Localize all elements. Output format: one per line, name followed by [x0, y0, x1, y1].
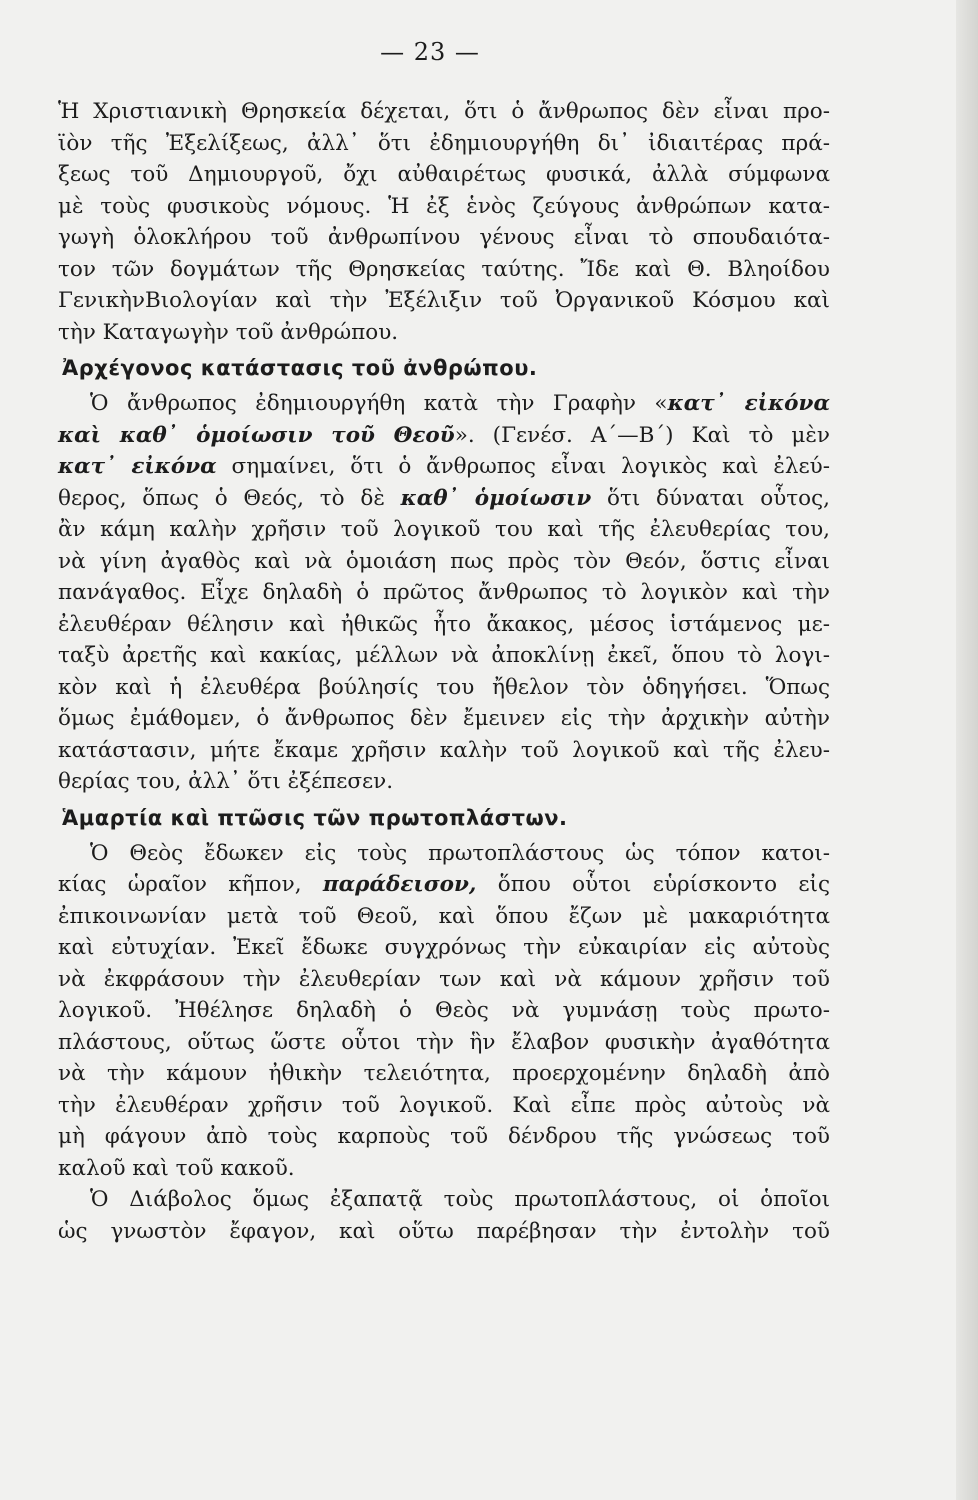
text-line: ὡς γνωστὸν ἔφαγον, καὶ οὕτω παρέβησαν τὴν ἐντολὴν τοῦ: [58, 1218, 830, 1244]
page-number: — 23 —: [380, 38, 480, 66]
text-line: Ὁ Διάβολος ὅμως ἐξαπατᾷ τοὺς πρωτοπλάστους, οἱ ὁποῖοι: [90, 1187, 830, 1212]
text-line: καὶ εὐτυχίαν. Ἐκεῖ ἔδωκε συγχρόνως τὴν εὐκαιρίαν εἰς αὐτοὺς: [58, 935, 830, 960]
text-line: [58, 451, 830, 483]
intro-paragraph: [58, 96, 830, 348]
text-line: ϊὸν τῆς Ἐξελίξεως, ἀλλ᾽ ὅτι ἐδημιουργήθη δι᾽ ἰδιαιτέρας πρά-: [58, 130, 830, 156]
emphasis-run: κατ᾽ εἰκόνα: [667, 391, 830, 416]
text-line: ἐλευθέραν θέλησιν καὶ ἠθικῶς ἦτο ἄκακος, μέσος ἱστάμενος με-: [58, 611, 830, 637]
text-line: τὴν ἐλευθέραν χρῆσιν τοῦ λογικοῦ. Καὶ εἶπε πρὸς αὐτοὺς νὰ: [58, 1092, 830, 1118]
text-line: καλοῦ καὶ τοῦ κακοῦ.: [58, 1155, 295, 1181]
text-line: ξεως τοῦ Δημιουργοῦ, ὄχι αὐθαιρέτως φυσικά, ἀλλὰ σύμφωνα: [58, 162, 830, 187]
text-run: θερος, ὅπως ὁ Θεός, τὸ δὲ: [58, 485, 401, 511]
text-line: Ὁ Θεὸς ἔδωκεν εἰς τοὺς πρωτοπλάστους ὡς τόπον κατοι-: [90, 840, 830, 866]
text-run: σημαίνει, ὅτι ὁ ἄνθρωπος εἶναι λογικὸς καὶ ἐλεύ-: [216, 454, 830, 479]
text-line: [58, 869, 830, 901]
text-line: [58, 483, 830, 515]
text-line: κατάστασιν, μήτε ἔκαμε χρῆσιν καλὴν τοῦ λογικοῦ καὶ τῆς ἐλευ-: [58, 737, 830, 763]
emphasis-run: παράδεισον,: [322, 872, 477, 897]
emphasis-run: καθ᾽ ὁμοίωσιν: [400, 485, 592, 511]
text-line: κὸν καὶ ἡ ἐλευθέρα βούλησίς του ἤθελον τὸν ὁδηγήσει. Ὅπως: [58, 674, 830, 700]
text-line: τὴν Καταγωγὴν τοῦ ἀνθρώπου.: [58, 319, 399, 345]
page-body: [58, 96, 830, 1247]
section-heading-sin-and-fall: Ἁμαρτία καὶ πτῶσις τῶν πρωτοπλάστων.: [62, 805, 568, 830]
text-line: θερίας του, ἀλλ᾽ ὅτι ἐξέπεσεν.: [58, 769, 394, 794]
text-run: κίας ὡραῖον κῆπον,: [58, 872, 323, 897]
page-edge-shadow: [956, 0, 978, 1500]
text-line: ὅμως ἐμάθομεν, ὁ ἄνθρωπος δὲν ἔμεινεν εἰς τὴν ἀρχικὴν αὐτὴν: [58, 706, 830, 731]
emphasis-run: καὶ καθ᾽ ὁμοίωσιν τοῦ Θεοῦ: [58, 422, 455, 448]
text-line: [58, 420, 830, 452]
text-run: ». (Γενέσ. Α´—Β´) Καὶ τὸ μὲν: [454, 422, 831, 448]
text-line: τον τῶν δογμάτων τῆς Θρησκείας ταύτης. Ἴδε καὶ Θ. Βληοίδου: [58, 256, 830, 282]
text-line: μὲ τοὺς φυσικοὺς νόμους. Ἡ ἐξ ἑνὸς ζεύγους ἀνθρώπων κατα-: [58, 193, 830, 219]
text-line: πανάγαθος. Εἶχε δηλαδὴ ὁ πρῶτος ἄνθρωπος τὸ λογικὸν καὶ τὴν: [58, 580, 830, 605]
text-run: ὅτι δύναται οὗτος,: [591, 485, 830, 511]
text-line: πλάστους, οὕτως ὥστε οὗτοι τὴν ἣν ἔλαβον φυσικὴν ἀγαθότητα: [58, 1029, 830, 1055]
text-line: ἐπικοινωνίαν μετὰ τοῦ Θεοῦ, καὶ ὅπου ἔζων μὲ μακαριότητα: [58, 903, 830, 929]
text-line: [58, 388, 830, 420]
section-sin-and-fall-paragraph-2: [58, 1184, 830, 1247]
text-line: νὰ ἐκφράσουν τὴν ἐλευθερίαν των καὶ νὰ κάμουν χρῆσιν τοῦ: [58, 966, 830, 992]
text-line: νὰ γίνη ἀγαθὸς καὶ νὰ ὁμοιάση πως πρὸς τὸν Θεόν, ὅστις εἶναι: [58, 548, 830, 574]
text-run: ὅπου οὗτοι εὑρίσκοντο εἰς: [476, 872, 830, 897]
section-sin-and-fall-paragraph: [58, 838, 830, 1185]
emphasis-run: κατ᾽ εἰκόνα: [58, 454, 217, 479]
text-line: μὴ φάγουν ἀπὸ τοὺς καρποὺς τοῦ δένδρου τῆς γνώσεως τοῦ: [58, 1124, 830, 1149]
text-line: γωγὴ ὁλοκλήρου τοῦ ἀνθρωπίνου γένους εἶναι τὸ σπουδαιότα-: [58, 225, 830, 250]
text-line: Ἡ Χριστιανικὴ Θρησκεία δέχεται, ὅτι ὁ ἄνθρωπος δὲν εἶναι προ-: [58, 99, 830, 124]
text-line: λογικοῦ. Ἠθέλησε δηλαδὴ ὁ Θεὸς νὰ γυμνάσῃ τοὺς πρωτο-: [58, 998, 830, 1023]
section-original-state-paragraph: [58, 388, 830, 798]
section-heading-original-state: Ἀρχέγονος κατάστασις τοῦ ἀνθρώπου.: [62, 356, 538, 380]
text-line: ταξὺ ἀρετῆς καὶ κακίας, μέλλων νὰ ἀποκλίνῃ ἐκεῖ, ὅπου τὸ λογι-: [58, 643, 830, 668]
text-run: Ὁ ἄνθρωπος ἐδημιουργήθη κατὰ τὴν Γραφὴν «: [90, 391, 668, 416]
text-line: νὰ τὴν κάμουν ἠθικὴν τελειότητα, προερχομένην δηλαδὴ ἀπὸ: [58, 1061, 830, 1086]
text-line: ΓενικὴνΒιολογίαν καὶ τὴν Ἐξέλιξιν τοῦ Ὀργανικοῦ Κόσμου καὶ: [58, 288, 830, 313]
text-line: ἂν κάμη καλὴν χρῆσιν τοῦ λογικοῦ του καὶ τῆς ἐλευθερίας του,: [58, 517, 830, 542]
